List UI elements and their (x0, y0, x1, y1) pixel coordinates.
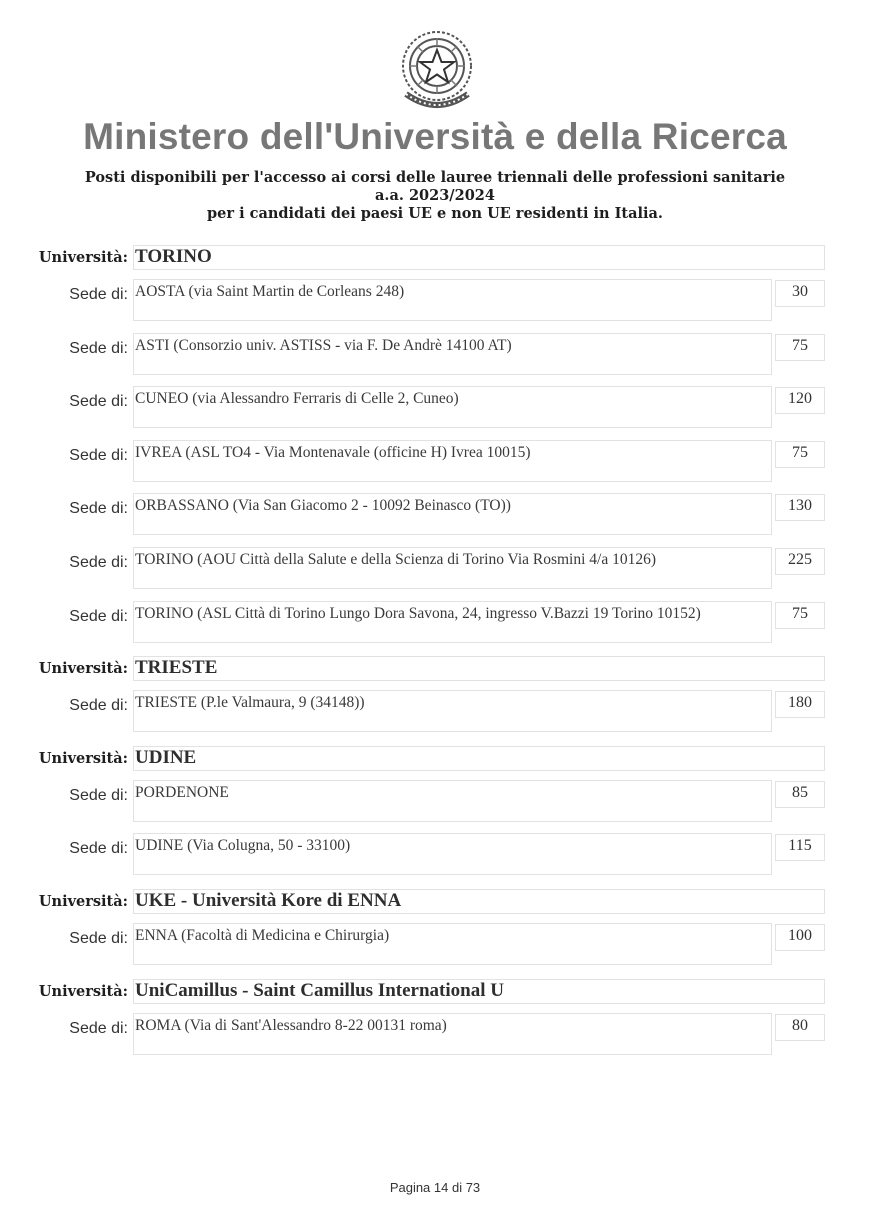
seats-count: 120 (788, 390, 812, 408)
sede-label: Sede di: (69, 1019, 128, 1037)
sede-address: ASTI (Consorzio univ. ASTISS - via F. De Andrè 14100 AT) (135, 336, 512, 354)
sede-address: AOSTA (via Saint Martin de Corleans 248) (135, 283, 405, 300)
sede-label: Sede di: (69, 446, 128, 464)
university-name-box (133, 245, 825, 270)
university-name-box (133, 746, 825, 771)
sede-address: PORDENONE (135, 783, 229, 801)
university-row (0, 887, 870, 919)
seats-count: 115 (788, 837, 812, 855)
seats-count: 225 (788, 550, 812, 568)
ministry-title: Ministero dell'Università e della Ricerca (83, 116, 787, 157)
sede-address: TORINO (AOU Città della Salute e della Scienza di Torino Via Rosmini 4/a 10126) (135, 550, 657, 568)
university-name: TORINO (135, 246, 212, 267)
sede-address: ENNA (Facoltà di Medicina e Chirurgia) (135, 926, 390, 944)
sede-row (0, 833, 870, 887)
sede-label: Sede di: (69, 786, 128, 804)
seats-count: 80 (792, 1016, 808, 1034)
sede-row (0, 1013, 870, 1067)
university-label: Università: (38, 660, 128, 678)
university-row (0, 744, 870, 776)
universities-list (0, 243, 870, 1066)
sede-address: ORBASSANO (Via San Giacomo 2 - 10092 Beinasco (TO)) (135, 497, 511, 515)
document-subtitle (0, 169, 870, 223)
sede-row (0, 333, 870, 387)
university-name: UDINE (135, 746, 197, 768)
seats-count: 130 (788, 497, 812, 515)
sede-label: Sede di: (69, 607, 128, 625)
subtitle-line-1: Posti disponibili per l'accesso ai corsi delle lauree triennali delle professioni sanitarie (84, 169, 786, 186)
sede-row (0, 780, 870, 834)
sede-label: Sede di: (69, 393, 128, 411)
seats-count: 100 (788, 926, 812, 944)
university-label: Università: (38, 749, 128, 767)
sede-row (0, 923, 870, 977)
university-name: UKE - Università Kore di ENNA (135, 889, 402, 911)
seats-count: 30 (792, 283, 808, 300)
sede-row (0, 386, 870, 440)
sede-row (0, 493, 870, 547)
sede-address: ROMA (Via di Sant'Alessandro 8-22 00131 roma) (135, 1016, 447, 1034)
sede-row (0, 440, 870, 494)
sede-label: Sede di: (69, 697, 128, 715)
sede-label: Sede di: (69, 840, 128, 858)
sede-address: CUNEO (via Alessandro Ferraris di Celle 2, Cuneo) (135, 390, 459, 408)
university-row (0, 977, 870, 1009)
university-name: UniCamillus - Saint Camillus International U (135, 979, 504, 1001)
sede-label: Sede di: (69, 500, 128, 518)
sede-address: IVREA (ASL TO4 - Via Montenavale (officine H) Ivrea 10015) (135, 443, 531, 461)
sede-label: Sede di: (69, 929, 128, 947)
university-label: Università: (38, 892, 128, 910)
university-row (0, 243, 870, 275)
sede-address: UDINE (Via Colugna, 50 - 33100) (135, 837, 351, 855)
university-name-box (133, 656, 825, 681)
sede-label: Sede di: (69, 339, 128, 357)
page-number: Pagina 14 di 73 (389, 1180, 481, 1195)
sede-label: Sede di: (69, 553, 128, 571)
sede-row (0, 601, 870, 655)
seats-count: 85 (792, 783, 808, 801)
subtitle-line-3: per i candidati dei paesi UE e non UE residenti in Italia. (207, 205, 663, 222)
seats-count: 75 (792, 443, 808, 461)
sede-row (0, 547, 870, 601)
university-label: Università: (38, 249, 128, 266)
seats-count: 75 (792, 604, 808, 622)
university-row (0, 654, 870, 686)
sede-row (0, 690, 870, 744)
sede-address: TRIESTE (P.le Valmaura, 9 (34148)) (135, 694, 365, 712)
university-name: TRIESTE (135, 657, 218, 679)
subtitle-line-2: a.a. 2023/2024 (375, 187, 495, 204)
seats-count: 75 (792, 336, 808, 354)
seats-count: 180 (788, 694, 812, 712)
sede-label: Sede di: (69, 286, 128, 303)
university-label: Università: (38, 982, 128, 1000)
sede-row (0, 279, 870, 333)
italian-republic-emblem-icon (392, 24, 482, 120)
sede-address: TORINO (ASL Città di Torino Lungo Dora Savona, 24, ingresso V.Bazzi 19 Torino 10152) (135, 604, 701, 622)
